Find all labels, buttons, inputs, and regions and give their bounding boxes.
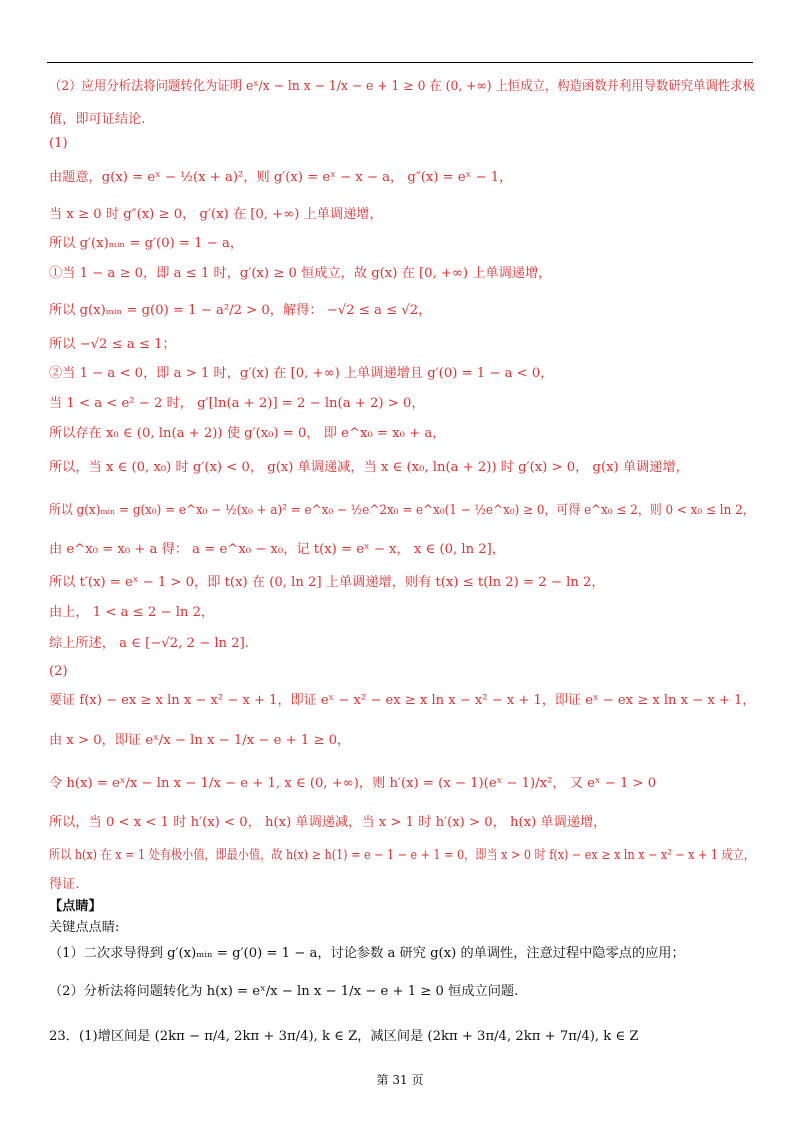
- text-line: 由 e^x₀ = x₀ + a 得： a = e^x₀ − x₀，记 t(x) = eˣ − x， x ∈ (0, ln 2]，: [49, 542, 505, 557]
- text-line: 由 x > 0，即证 eˣ/x − ln x − 1/x − e + 1 ≥ 0，: [49, 733, 351, 748]
- section-heading: 【点睛】: [49, 899, 102, 914]
- text-line: 所以 t′(x) = eˣ − 1 > 0，即 t(x) 在 (0, ln 2] 上单调递增，则有 t(x) ≤ t(ln 2) = 2 − ln 2，: [49, 575, 605, 590]
- text-line: （2）应用分析法将问题转化为证明 eˣ/x − ln x − 1/x − e + 1 ≥ 0 在 (0, +∞) 上恒成立，构造函数并利用导数研究单调性求极: [49, 79, 755, 94]
- text-line: (1): [49, 136, 68, 151]
- header-rule: [47, 62, 753, 63]
- text-line: ②当 1 − a < 0，即 a > 1 时，g′(x) 在 [0, +∞) 上单调递增且 g′(0) = 1 − a < 0，: [49, 366, 554, 381]
- text-line: ①当 1 − a ≥ 0，即 a ≤ 1 时，g′(x) ≥ 0 恒成立，故 g(x) 在 [0, +∞) 上单调递增，: [49, 266, 552, 281]
- text-line: 由上， 1 < a ≤ 2 − ln 2，: [49, 605, 215, 620]
- text-line: 综上所述， a ∈ [−√2, 2 − ln 2].: [49, 636, 249, 651]
- text-line: 得证.: [49, 877, 80, 892]
- text-line: 令 h(x) = eˣ/x − ln x − 1/x − e + 1, x ∈ (0, +∞)，则 h′(x) = (x − 1)(eˣ − 1)/x²， 又 eˣ − 1 > 0: [49, 776, 657, 791]
- text-line: 所以 −√2 ≤ a ≤ 1；: [49, 337, 176, 352]
- text-line: (2): [49, 664, 68, 679]
- text-line: 由题意，g(x) = eˣ − ½(x + a)²，则 g′(x) = eˣ − x − a， g″(x) = eˣ − 1，: [49, 170, 513, 185]
- text-line: 所以 h(x) 在 x = 1 处有极小值，即最小值，故 h(x) ≥ h(1) = e − 1 − e + 1 = 0，即当 x > 0 时 f(x) − ex ≥ x ln x − x² − x + 1 成立，: [49, 848, 755, 863]
- text-line: 所以存在 x₀ ∈ (0, ln(a + 2)) 使 g′(x₀) = 0， 即 e^x₀ = x₀ + a，: [49, 426, 446, 441]
- text-line: 当 x ≥ 0 时 g″(x) ≥ 0， g′(x) 在 [0, +∞) 上单调递增，: [49, 207, 383, 222]
- text-line: （1）二次求导得到 g′(x)ₘᵢₙ = g′(0) = 1 − a，讨论参数 a 研究 g(x) 的单调性，注意过程中隐零点的应用；: [49, 946, 685, 961]
- text-line: 值，即可证结论.: [49, 112, 146, 127]
- text-line: 所以 g′(x)ₘᵢₙ = g′(0) = 1 − a，: [49, 236, 244, 251]
- text-line: 关键点点睛:: [49, 920, 120, 935]
- text-line: 所以 g(x)ₘᵢₙ = g(0) = 1 − a²/2 > 0，解得： −√2 ≤ a ≤ √2，: [49, 303, 432, 318]
- text-line: 所以，当 x ∈ (0, x₀) 时 g′(x) < 0， g(x) 单调递减，当 x ∈ (x₀, ln(a + 2)) 时 g′(x) > 0， g(x) 单调递增，: [49, 460, 689, 475]
- text-line: 所以，当 0 < x < 1 时 h′(x) < 0， h(x) 单调递减，当 x > 1 时 h′(x) > 0， h(x) 单调递增，: [49, 815, 607, 830]
- text-line: 要证 f(x) − ex ≥ x ln x − x² − x + 1，即证 eˣ − x² − ex ≥ x ln x − x² − x + 1，即证 eˣ − ex ≥ x ln x − x + 1，: [49, 693, 756, 708]
- text-line: 23．(1)增区间是 (2kπ − π/4, 2kπ + 3π/4), k ∈ Z，减区间是 (2kπ + 3π/4, 2kπ + 7π/4), k ∈ Z: [49, 1029, 639, 1044]
- text-line: 当 1 < a < e² − 2 时， g′[ln(a + 2)] = 2 − ln(a + 2) > 0，: [49, 396, 425, 411]
- page-number: 第 31 页: [376, 1073, 424, 1087]
- text-line: 所以 g(x)ₘᵢₙ = g(x₀) = e^x₀ − ½(x₀ + a)² = e^x₀ − ½e^2x₀ = e^x₀(1 − ½e^x₀) ≥ 0，可得 e^x₀ ≤ 2，则 0 < x₀ ≤ ln 2，: [49, 503, 755, 518]
- text-line: （2）分析法将问题转化为 h(x) = eˣ/x − ln x − 1/x − e + 1 ≥ 0 恒成立问题.: [49, 984, 519, 999]
